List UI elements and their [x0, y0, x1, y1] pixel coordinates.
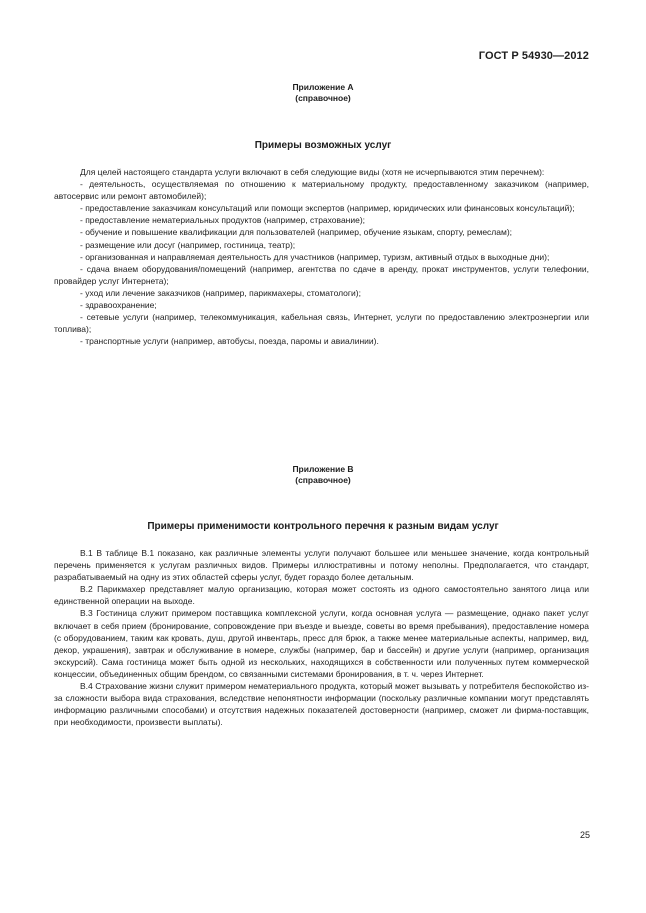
annex-a-list-item: - уход или лечение заказчиков (например, парикмахеры, стоматологи);	[80, 287, 361, 298]
annex-a-list-item: - деятельность, осуществляемая по отношению к материальному продукту, предоставленному заказчиком (например, автосервис или ремонт автомобилей);	[54, 179, 589, 202]
annex-a-title-block	[0, 82, 646, 104]
standard-code: ГОСТ Р 54930—2012	[478, 50, 589, 62]
annex-b-paragraph: В.3 Гостиница служит примером поставщика комплексной услуги, когда основная услуга — размещение, однако пакет услуг включает в себя прием (бронирование, сопровождение при въезде и выезде, советы во время пребывания), предоставление номера (с оборудованием, таким как кровать, душ, другой инвентарь, пресс для брюк, а также менее материальные аспекты, например, вид, декор, украшения), завтрак и обслуживание в номере, службы (например, бар и бассейн) и другие услуги (например, организация экскурсий). Сама гостиница может быть одной из нескольких, находящихся в собственности или полученных путем коммерческой концессии, объединенных общим брендом, со связанными системами бронирования, в т. ч. через Интернет.	[54, 608, 589, 679]
annex-a-list-item: - предоставление нематериальных продуктов (например, страхование);	[80, 215, 366, 226]
annex-b-title-block	[0, 464, 646, 486]
annex-b-subtitle: (справочное)	[295, 475, 351, 485]
annex-a-list-item: - транспортные услуги (например, автобусы, поезда, паромы и авиалинии).	[80, 336, 379, 347]
annex-b-paragraph: В.4 Страхование жизни служит примером нематериального продукта, который может вызывать у потребителя беспокойство из-за сложности выбора вида страхования, вследствие непонятности информации (поскольку различные компании могут представлять информацию различными способами) и отсутствия надежных показателей достоверности (например, сможет ли фирма-поставщик, при необходимости, произвести выплаты).	[54, 681, 589, 728]
annex-a-list-item: - сетевые услуги (например, телекоммуникация, кабельная связь, Интернет, услуги по предоставлению электроэнергии или топлива);	[54, 312, 589, 335]
annex-a-list-item: - размещение или досуг (например, гостиница, театр);	[80, 239, 296, 250]
annex-a-list-item: - обучение и повышение квалификации для пользователей (например, обучение языкам, спорту, ремеслам);	[80, 227, 513, 238]
annex-a-list-item: - организованная и направляемая деятельность для участников (например, туризм, активный отдых в выходные дни);	[80, 251, 550, 262]
annex-b-heading: Примеры применимости контрольного перечня к разным видам услуг	[147, 521, 499, 532]
annex-b-paragraph: В.1 В таблице В.1 показано, как различные элементы услуги получают большее или меньшее значение, когда контрольный перечень применяется к услугам различных видов. Примеры иллюстративны и потому неполны. Предполагается, что стандарт, разрабатываемый на одну из этих областей сферы услуг, будет гораздо более детальным.	[54, 548, 589, 583]
annex-a-body	[54, 166, 589, 347]
annex-a-list-item: - предоставление заказчикам консультаций или помощи экспертов (например, юридических или финансовых консультаций);	[80, 203, 575, 214]
annex-a-list-item: - сдача внаем оборудования/помещений (например, агентства по сдаче в аренду, прокат инструментов, услуги телефонии, провайдер услуг Интернета);	[54, 263, 589, 286]
annex-a-heading: Примеры возможных услуг	[254, 140, 392, 151]
annex-b-paragraph: В.2 Парикмахер представляет малую организацию, которая может состоять из одного самостоятельно занятого лица или единственной операции на выходе.	[54, 584, 589, 607]
annex-a-subtitle: (справочное)	[295, 93, 351, 103]
page-number: 25	[579, 830, 590, 840]
annex-a-title: Приложение А	[292, 82, 354, 92]
annex-a-paragraph: Для целей настоящего стандарта услуги включают в себя следующие виды (хотя не исчерпываются этим перечнем):	[80, 167, 545, 177]
annex-b-body	[54, 547, 589, 728]
annex-b-title: Приложение В	[292, 464, 354, 474]
annex-a-list-item: - здравоохранение;	[80, 300, 157, 311]
